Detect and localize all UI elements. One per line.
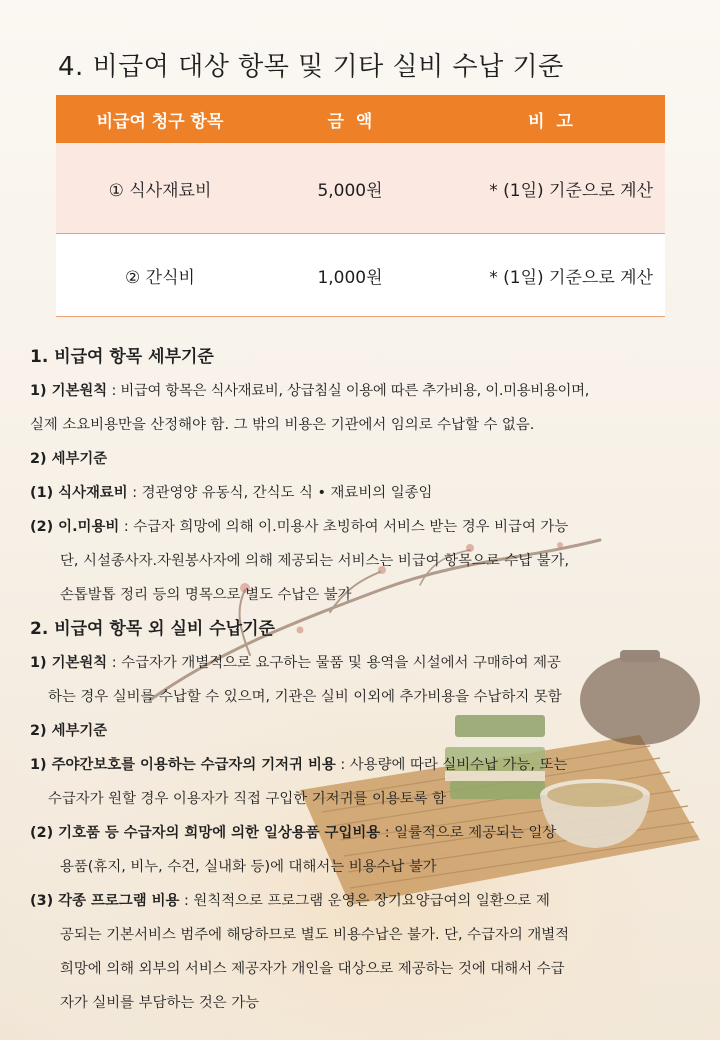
detail-text: : 경관영양 유동식, 간식도 식 • 재료비의 일종임 — [127, 485, 433, 501]
detail-label: 1) 주야간보호를 이용하는 수급자의 기저귀 비용 — [30, 757, 336, 773]
detail-item — [30, 510, 694, 544]
detail-item — [30, 816, 694, 850]
header-amount: 금 액 — [264, 95, 436, 143]
subsection-label: 2) 세부기준 — [30, 723, 108, 739]
paragraph — [30, 374, 694, 408]
detail-item — [30, 476, 694, 510]
fee-table — [56, 95, 665, 317]
paragraph-label: 1) 기본원칙 — [30, 383, 108, 399]
row-note: * (1일) 기준으로 계산 — [436, 143, 665, 234]
detail-label: (1) 식사재료비 — [30, 485, 128, 501]
row-note: * (1일) 기준으로 계산 — [436, 234, 665, 317]
detail-continuation: 용품(휴지, 비누, 수건, 실내화 등)에 대해서는 비용수납 불가 — [60, 859, 437, 875]
detail-text: : 수급자 희망에 의해 이.미용사 초빙하여 서비스 받는 경우 비급여 가능 — [119, 519, 569, 535]
detail-label: (3) 각종 프로그램 비용 — [30, 893, 180, 909]
detail-continuation: 손톱발톱 정리 등의 명목으로 별도 수납은 불가 — [60, 587, 352, 603]
detail-continuation: 수급자가 원할 경우 이용자가 직접 구입한 기저귀를 이용토록 함 — [48, 791, 447, 807]
subsection-label: 2) 세부기준 — [30, 451, 108, 467]
row-item: ② 간식비 — [56, 234, 264, 317]
detail-continuation: 자가 실비를 부담하는 것은 가능 — [60, 995, 260, 1011]
paragraph-label: 1) 기본원칙 — [30, 655, 108, 671]
detail-continuation: 단, 시설종사자.자원봉사자에 의해 제공되는 서비스는 비급여 항목으로 수납 불가, — [60, 553, 570, 569]
row-amount: 1,000원 — [264, 234, 436, 317]
detail-continuation: 희망에 의해 외부의 서비스 제공자가 개인을 대상으로 제공하는 것에 대해서 수급 — [60, 961, 565, 977]
criteria-text — [30, 340, 694, 1020]
detail-continuation: 공되는 기본서비스 범주에 해당하므로 별도 비용수납은 불가. 단, 수급자의 개별적 — [60, 927, 570, 943]
detail-text: : 원칙적으로 프로그램 운영은 장기요양급여의 일환으로 제 — [179, 893, 550, 909]
detail-item — [30, 884, 694, 918]
paragraph-continuation: 실제 소요비용만을 산정해야 함. 그 밖의 비용은 기관에서 임의로 수납할 수 없음. — [30, 417, 535, 433]
section-heading: 2. 비급여 항목 외 실비 수납기준 — [30, 619, 275, 639]
detail-item — [30, 748, 694, 782]
row-item: ① 식사재료비 — [56, 143, 264, 234]
paragraph-continuation: 하는 경우 실비를 수납할 수 있으며, 기관은 실비 이외에 추가비용을 수납하지 못함 — [48, 689, 562, 705]
row-amount: 5,000원 — [264, 143, 436, 234]
detail-text: : 일률적으로 제공되는 일상 — [380, 825, 557, 841]
table-header-row — [56, 95, 665, 143]
header-note: 비 고 — [436, 95, 665, 143]
section-heading: 1. 비급여 항목 세부기준 — [30, 347, 214, 367]
detail-label: (2) 기호품 등 수급자의 희망에 의한 일상용품 구입비용 — [30, 825, 381, 841]
paragraph-text: : 비급여 항목은 식사재료비, 상급침실 이용에 따른 추가비용, 이.미용비용이며, — [107, 383, 589, 399]
detail-label: (2) 이.미용비 — [30, 519, 120, 535]
table-row — [56, 143, 665, 234]
detail-text: : 사용량에 따라 실비수납 가능, 또는 — [335, 757, 568, 773]
paragraph-text: : 수급자가 개별적으로 요구하는 물품 및 용역을 시설에서 구매하여 제공 — [107, 655, 561, 671]
page-title: 4. 비급여 대상 항목 및 기타 실비 수납 기준 — [58, 52, 564, 82]
header-item: 비급여 청구 항목 — [56, 95, 264, 143]
table-row — [56, 234, 665, 317]
paragraph — [30, 646, 694, 680]
